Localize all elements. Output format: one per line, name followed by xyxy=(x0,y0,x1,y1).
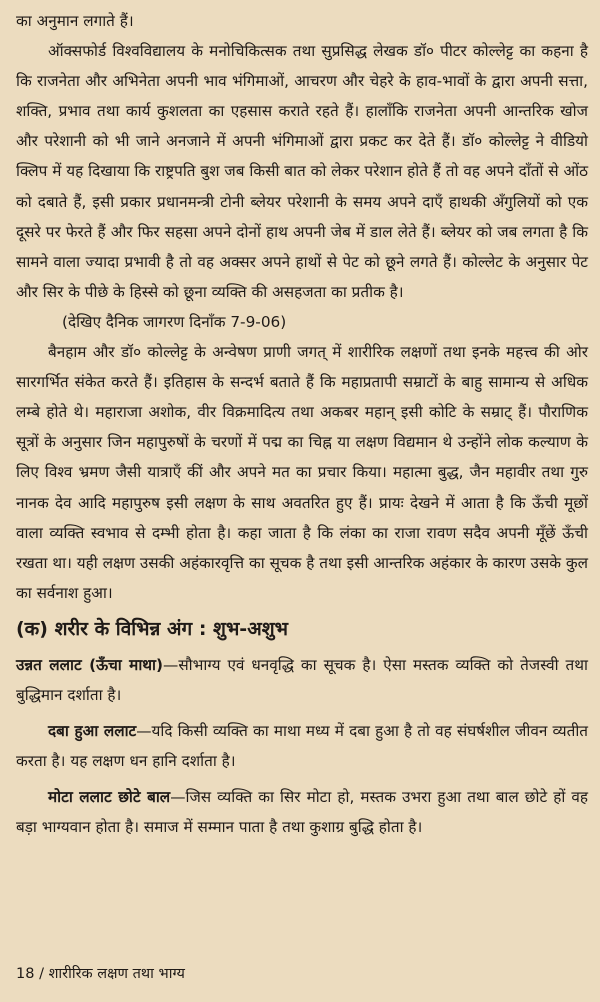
entry-depressed-forehead xyxy=(16,716,588,776)
paragraph-history-references: बैनहाम और डॉ० कोल्लेट्ट के अन्वेषण प्राणी जगत् में शारीरिक लक्षणों तथा इनके महत्त्व की ओर सारगर्भित संकेत करते हैं। इतिहास के सन्दर्भ बताते हैं कि महाप्रतापी सम्राटों के बाहु सामान्य से अधिक लम्बे होते थे। महाराजा अशोक, वीर विक्रमादित्य तथा अकबर महान् इसी कोटि के सम्राट् हैं। पौराणिक सूत्रों के अनुसार जिन महापुरुषों के चरणों में पद्म का चिह्न या लक्षण विद्यमान थे उन्होंने लोक कल्याण के लिए विश्व भ्रमण जैसी यात्राएँ कीं और अपने मत का प्रचार किया। महात्मा बुद्ध, जैन महावीर तथा गुरु नानक देव आदि महापुरुष इसी लक्षण के साथ अवतरित हुए हैं। प्रायः देखने में आता है कि ऊँची मूछों वाला व्यक्ति स्वभाव से दम्भी होता है। कहा जाता है कि लंका का राजा रावण सदैव अपनी मूँछें ऊँची रखता था। यही लक्षण उसकी अहंकारवृत्ति का सूचक है तथा इसी आन्तरिक अहंकार के कारण उसके कुल का सर्वनाश हुआ। xyxy=(16,343,588,602)
entry-text: —सौभाग्य एवं धनवृद्धि का सूचक है। ऐसा मस्तक व्यक्ति को तेजस्वी तथा बुद्धिमान दर्शाता है। xyxy=(16,655,588,704)
page-footer xyxy=(16,962,185,986)
footer-separator: / xyxy=(39,966,44,982)
book-title: शारीरिक लक्षण तथा भाग्य xyxy=(48,966,185,982)
entry-term: दबा हुआ ललाट xyxy=(48,722,137,741)
entry-raised-forehead xyxy=(16,650,588,710)
citation-note: (देखिए दैनिक जागरण दिनाँक 7-9-06) xyxy=(62,312,287,331)
section-heading: (क) शरीर के विभिन्न अंग : शुभ-अशुभ xyxy=(16,617,288,640)
entry-term: मोटा ललाट छोटे बाल xyxy=(48,788,171,807)
entry-thick-forehead-short-hair xyxy=(16,782,588,842)
paragraph-continuation: का अनुमान लगाते हैं। xyxy=(16,12,134,30)
entry-text: —जिस व्यक्ति का सिर मोटा हो, मस्तक उभरा हुआ तथा बाल छोटे हों वह बड़ा भाग्यवान होता है। समाज में सम्मान पाता है तथा कुशाग्र बुद्धि होता है। xyxy=(16,788,588,837)
paragraph-collett-study: ऑक्सफोर्ड विश्वविद्यालय के मनोचिकित्सक तथा सुप्रसिद्ध लेखक डॉ० पीटर कोल्लेट्ट का कहना है कि राजनेता और अभिनेता अपनी भाव भंगिमाओं, आचरण और चेहरे के हाव-भावों के द्वारा अपनी सत्ता, शक्ति, प्रभाव तथा कार्य कुशलता का एहसास कराते रहते हैं। हालाँकि राजनेता अपनी आन्तरिक खोज और परेशानी को भी जाने अनजाने में अपनी भंगिमाओं द्वारा प्रकट कर देते हैं। डॉ० कोल्लेट्ट ने वीडियो क्लिप में यह दिखाया कि राष्ट्रपति बुश जब किसी बात को लेकर परेशान होते हैं तो वह अपने दाँतों से ओंठ को दबाते हैं, इसी प्रकार प्रधानमन्त्री टोनी ब्लेयर परेशानी के समय अपने दाएँ हाथकी अँगुलियों को एक दूसरे पर फेरते हैं और फिर सहसा अपने दोनों हाथ अपनी जेब में डाल लेते हैं। ब्लेयर को जब लगता है कि सामने वाला ज्यादा प्रभावी है तो वह अक्सर अपने हाथों से पेट को छूने लगते हैं। कोल्लेट के अनुसार पेट और सिर के पीछे के हिस्से को छूना व्यक्ति की असहजता का प्रतीक है। xyxy=(16,42,588,301)
page-number: 18 xyxy=(16,966,35,982)
entry-term: उन्नत ललाट (ऊँचा माथा) xyxy=(16,655,164,674)
entry-text: —यदि किसी व्यक्ति का माथा मध्य में दबा हुआ है तो वह संघर्षशील जीवन व्यतीत करता है। यह लक्षण धन हानि दर्शाता है। xyxy=(16,722,589,771)
